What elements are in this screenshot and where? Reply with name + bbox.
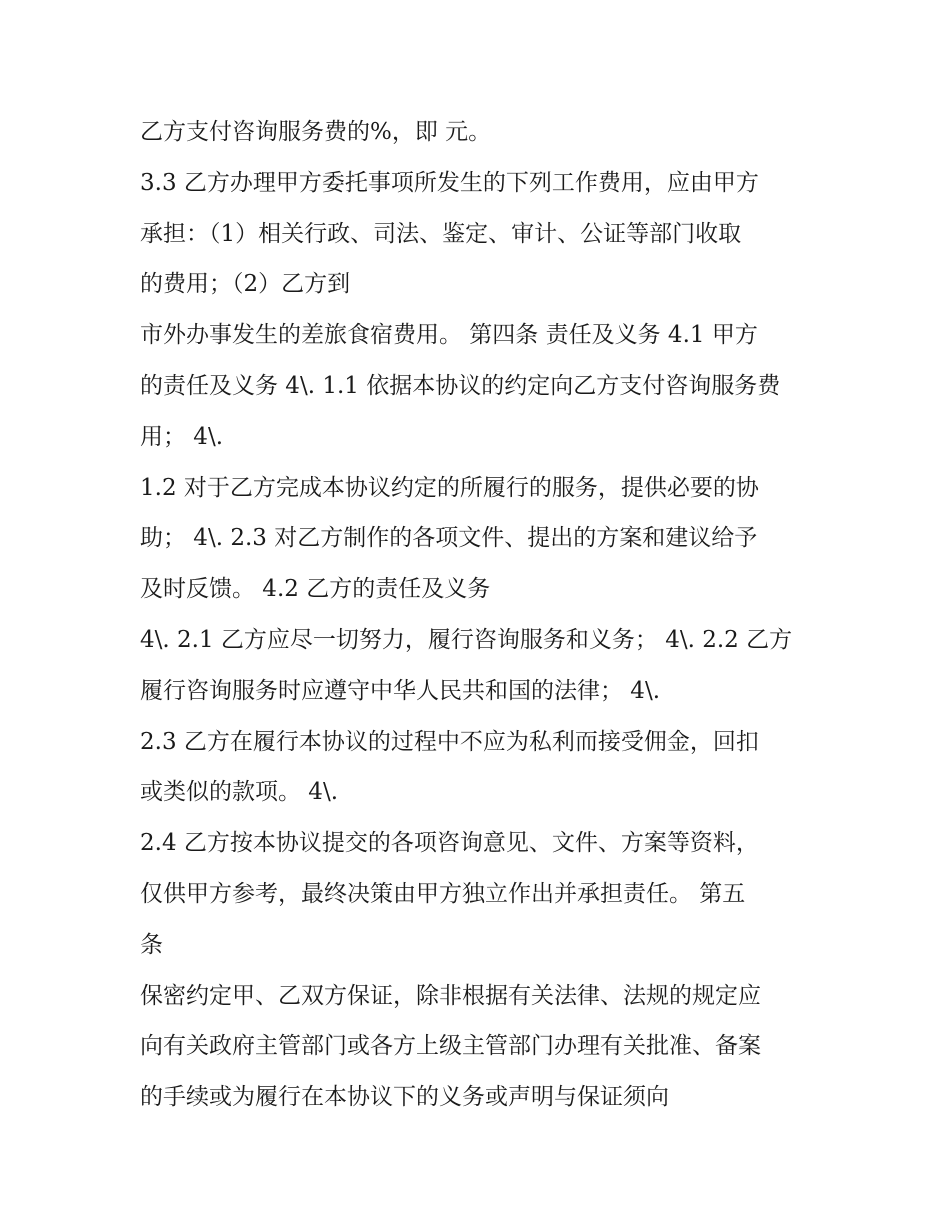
text-line: 履行咨询服务时应遵守中华人民共和国的法律； 4\. bbox=[140, 677, 661, 704]
text-line: 1.2 对于乙方完成本协议约定的所履行的服务，提供必要的协 bbox=[140, 474, 759, 501]
text-line: 市外办事发生的差旅食宿费用。 第四条 责任及义务 4.1 甲方 bbox=[140, 322, 758, 349]
text-line: 乙方支付咨询服务费的%，即 元。 bbox=[140, 119, 492, 145]
text-line: 4\. 2.1 乙方应尽一切努力，履行咨询服务和义务； 4\. 2.2 乙方 bbox=[140, 626, 793, 653]
text-line: 助； 4\. 2.3 对乙方制作的各项文件、提出的方案和建议给予 bbox=[140, 525, 758, 552]
text-line: 2.3 乙方在履行本协议的过程中不应为私利而接受佣金，回扣 bbox=[140, 728, 759, 755]
document-body bbox=[140, 107, 840, 1123]
text-line: 仅供甲方参考，最终决策由甲方独立作出并承担责任。 第五 bbox=[140, 880, 746, 907]
text-line: 保密约定甲、乙双方保证，除非根据有关法律、法规的规定应 bbox=[140, 982, 761, 1009]
text-line: 向有关政府主管部门或各方上级主管部门办理有关批准、备案 bbox=[140, 1033, 761, 1060]
text-line: 的责任及义务 4\. 1.1 依据本协议的约定向乙方支付咨询服务费 bbox=[140, 372, 781, 399]
text-line: 的手续或为履行在本协议下的义务或声明与保证须向 bbox=[140, 1084, 669, 1111]
text-line: 及时反馈。 4.2 乙方的责任及义务 bbox=[140, 576, 491, 603]
text-line: 用； 4\. bbox=[140, 423, 224, 450]
text-line: 3.3 乙方办理甲方委托事项所发生的下列工作费用，应由甲方 bbox=[140, 169, 759, 196]
text-line: 条 bbox=[140, 931, 163, 958]
text-line: 的费用；（2）乙方到 bbox=[140, 271, 351, 298]
text-line: 2.4 乙方按本协议提交的各项咨询意见、文件、方案等资料， bbox=[140, 830, 759, 857]
text-line: 或类似的款项。 4\. bbox=[140, 779, 339, 806]
text-line: 承担：（1）相关行政、司法、鉴定、审计、公证等部门收取 bbox=[140, 220, 742, 247]
